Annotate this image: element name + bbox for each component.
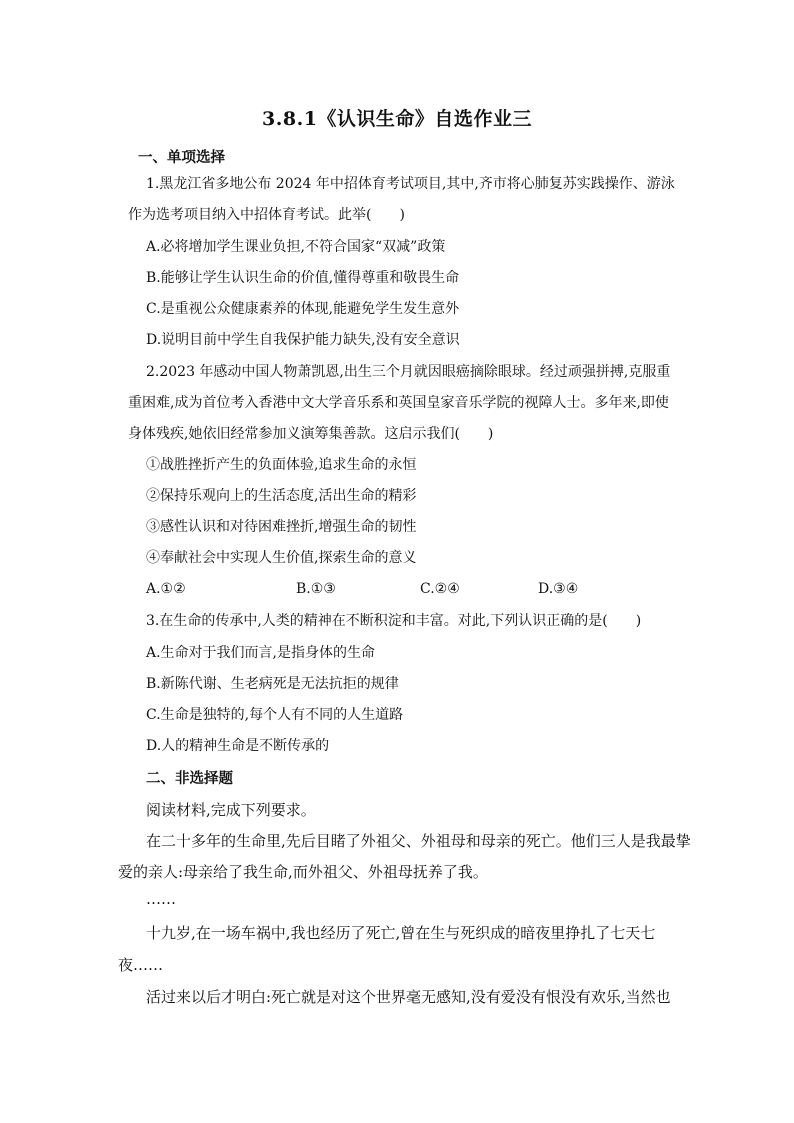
question-2-statement-2: ②保持乐观向上的生活态度,活出生命的精彩 xyxy=(146,488,417,504)
question-1-option-d: D.说明目前中学生自我保护能力缺失,没有安全意识 xyxy=(146,332,460,348)
question-2-option-c: C.②④ xyxy=(420,581,460,597)
question-2-statement-3: ③感性认识和对待困难挫折,增强生命的韧性 xyxy=(146,519,417,535)
question-2-line-2: 重困难,成为首位考入香港中文大学音乐系和英国皇家音乐学院的视障人士。多年来,即使 xyxy=(128,395,669,411)
question-3-option-c: C.生命是独特的,每个人有不同的人生道路 xyxy=(146,707,404,723)
reading-paragraph-1-line-2: 爱的亲人:母亲给了我生命,而外祖父、外祖母抚养了我。 xyxy=(118,863,488,881)
reading-paragraph-2-line-1: 十九岁,在一场车祸中,我也经历了死亡,曾在生与死织成的暗夜里挣扎了七天七 xyxy=(146,924,656,942)
question-2-statement-1: ①战胜挫折产生的负面体验,追求生命的永恒 xyxy=(146,457,417,473)
reading-paragraph-1-line-1: 在二十多年的生命里,先后目睹了外祖父、外祖母和母亲的死亡。他们三人是我最挚 xyxy=(146,832,691,850)
question-2-option-a: A.①② xyxy=(146,581,186,597)
question-1-option-c: C.是重视公众健康素养的体现,能避免学生发生意外 xyxy=(146,301,460,317)
question-2-option-b: B.①③ xyxy=(296,581,336,597)
reading-intro: 阅读材料,完成下列要求。 xyxy=(146,801,316,819)
question-3-option-b: B.新陈代谢、生老病死是无法抗拒的规律 xyxy=(146,676,399,692)
question-1-line-1: 1.黑龙江省多地公布 2024 年中招体育考试项目,其中,齐市将心肺复苏实践操作、游泳 xyxy=(146,176,675,192)
question-2-line-3: 身体残疾,她依旧经常参加义演筹集善款。这启示我们( ) xyxy=(128,426,494,442)
question-3-option-d: D.人的精神生命是不断传承的 xyxy=(146,738,330,754)
reading-ellipsis: …… xyxy=(146,890,176,908)
question-1-option-a: A.必将增加学生课业负担,不符合国家“双减”政策 xyxy=(146,239,446,255)
question-1-line-2: 作为选考项目纳入中招体育考试。此举( ) xyxy=(128,207,405,223)
question-2-line-1: 2.2023 年感动中国人物萧凯恩,出生三个月就因眼癌摘除眼球。经过顽强拼搏,克服重 xyxy=(146,364,671,380)
page-title: 3.8.1《认识生命》自选作业三 xyxy=(262,108,532,130)
question-2-option-d: D.③④ xyxy=(538,581,579,597)
question-3-line-1: 3.在生命的传承中,人类的精神在不断积淀和丰富。对此,下列认识正确的是( ) xyxy=(146,613,642,629)
section-heading-non-choice: 二、非选择题 xyxy=(146,770,233,787)
reading-paragraph-2-line-2: 夜…… xyxy=(118,956,164,974)
reading-paragraph-3-line-1: 活过来以后才明白:死亡就是对这个世界毫无感知,没有爱没有恨没有欢乐,当然也 xyxy=(146,988,671,1006)
question-2-statement-4: ④奉献社会中实现人生价值,探索生命的意义 xyxy=(146,550,417,566)
question-1-option-b: B.能够让学生认识生命的价值,懂得尊重和敬畏生命 xyxy=(146,270,460,286)
section-heading-single-choice: 一、单项选择 xyxy=(138,149,225,166)
question-3-option-a: A.生命对于我们而言,是指身体的生命 xyxy=(146,645,376,661)
